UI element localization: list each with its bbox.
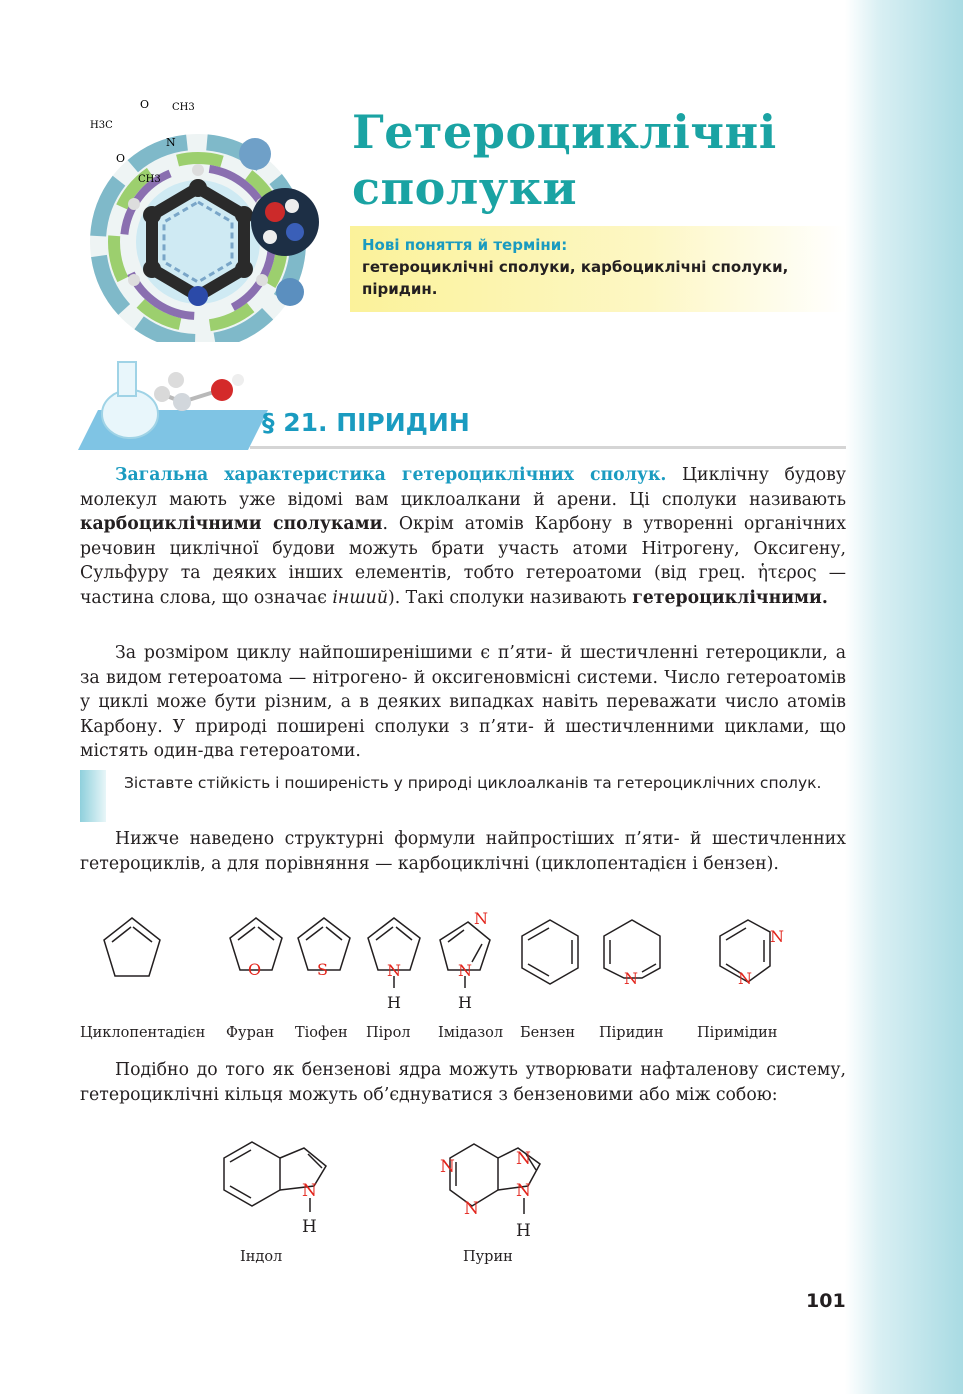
page-number: 101 (806, 1290, 846, 1312)
fused-structures (210, 1128, 570, 1248)
label-pyrimidine: Піримідин (697, 1025, 778, 1041)
paragraph-text: Циклічну будову молекул мають уже відомі вам циклоалкани й арени. Ці сполуки називають (80, 465, 846, 510)
atom-h: H (387, 993, 401, 1012)
hero-label-o2: O (116, 152, 126, 165)
section-title: § 21. ПІРИДИН (262, 408, 470, 437)
chapter-title (352, 104, 777, 216)
term-heterocyclic: гетероциклічними. (632, 587, 828, 608)
flask-molecule-icon (78, 358, 268, 450)
atom-h: H (516, 1221, 531, 1241)
atom-n: N (474, 909, 488, 928)
label-thiophene: Тіофен (295, 1025, 348, 1041)
structure-indole (224, 1142, 326, 1212)
label-pyrrole: Пірол (366, 1025, 411, 1041)
chapter-title-line1: Гетероциклічні (352, 105, 777, 159)
atom-n: N (440, 1157, 455, 1177)
atom-n: N (624, 969, 638, 988)
atom-s: S (317, 960, 328, 979)
atom-n: N (464, 1199, 479, 1219)
paragraph-fused-systems: Подібно до того як бензенові ядра можуть утворювати нафталенову систему, гетероциклічні кільця можуть об’єднуватися з бензеновими або між собою: (80, 1060, 846, 1105)
atom-n: N (516, 1149, 531, 1169)
chapter-title-line2: сполуки (352, 161, 578, 215)
atom-n: N (738, 969, 752, 988)
structure-cyclopentadiene (104, 918, 160, 976)
atom-h: H (458, 993, 472, 1012)
question-marker (80, 770, 106, 822)
paragraph-intro (80, 463, 846, 611)
structure-benzene (522, 920, 578, 984)
hero-label-ch3-top: CH3 (172, 102, 195, 113)
term-carbocyclic: карбоциклічними сполуками (80, 514, 383, 535)
paragraph-ring-size: За розміром циклу найпоширенішими є п’яти- й шестичленні гетероцикли, а за видом гетероатома — нітрогено- й оксигеновмісні системи. Число гетероатомів у циклі може бути різним, а в деяких випадках навіть переважати число атомів Карбону. У природі поширені сполуки з п’яти- й шестичленними циклами, що містять один-два гетероатоми. (80, 643, 846, 762)
paragraph-lead: Загальна характеристика гетероциклічних сполук. (115, 465, 667, 485)
atom-n: N (387, 961, 401, 980)
paragraph-structures-intro: Нижче наведено структурні формули найпростіших п’яти- й шестичленних гетероциклів, а для порівняння — карбоциклічні (циклопентадієн і бензен). (80, 829, 846, 874)
label-cyclopentadiene: Циклопентадієн (80, 1025, 206, 1041)
label-pyridine: Піридин (599, 1025, 664, 1041)
new-terms-list: гетероциклічні сполуки, карбоциклічні сполуки, піридин. (362, 258, 789, 298)
term-other: інший (332, 587, 388, 608)
hero-label-h3c: H3C (90, 120, 113, 131)
page-edge-band (845, 0, 963, 1394)
label-furan: Фуран (226, 1025, 275, 1041)
hero-label-o1: O (140, 98, 150, 111)
chapter-illustration (80, 92, 342, 342)
question-text: Зіставте стійкість і поширеність у природі циклоалканів та гетероциклічних сполук. (124, 774, 822, 792)
paragraph-text: . Окрім атомів Карбону в утворенні органічних речовин циклічної будови можуть брати участь атоми Нітрогену, Оксигену, Сульфуру та деяких інших елементів, тобто гетероатоми (від грец. ἡτερος — частина слова, що означає (80, 514, 846, 608)
label-purine: Пурин (463, 1249, 513, 1265)
hero-label-n: N (166, 136, 176, 149)
new-terms-heading: Нові поняття й терміни: (362, 236, 568, 254)
heterocycle-structures (76, 900, 856, 1020)
atom-n: N (516, 1181, 531, 1201)
new-terms-box (350, 226, 846, 312)
label-imidazole: Імідазол (438, 1025, 504, 1041)
atom-n: N (770, 927, 784, 946)
atom-n: N (302, 1181, 317, 1201)
atom-h: H (302, 1217, 317, 1237)
hero-label-ch3-bottom: CH3 (138, 174, 161, 185)
label-indole: Індол (240, 1249, 283, 1265)
atom-o: O (248, 960, 262, 979)
atom-n: N (458, 961, 472, 980)
section-divider (250, 446, 846, 449)
paragraph-text: ). Такі сполуки називають (387, 587, 633, 608)
label-benzene: Бензен (520, 1025, 576, 1041)
